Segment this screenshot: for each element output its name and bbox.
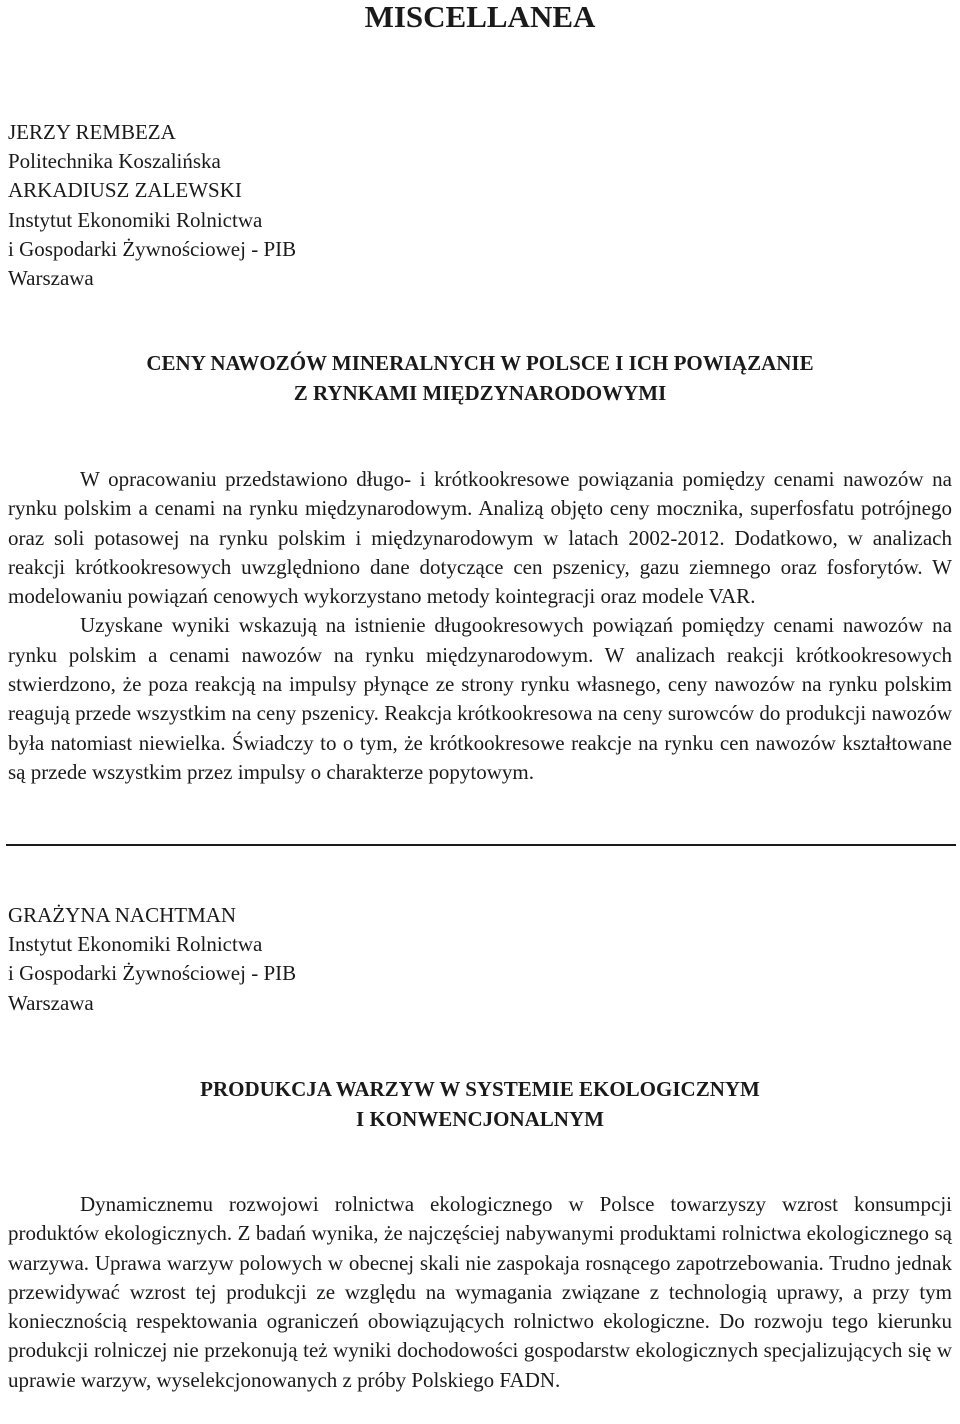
- section-divider: [6, 844, 956, 846]
- author-name: GRAŻYNA NACHTMAN: [8, 903, 237, 927]
- institution-line: i Gospodarki Żywnościowej - PIB: [8, 961, 297, 986]
- author-name: JERZY REMBEZA: [8, 120, 176, 144]
- section-heading: MISCELLANEA: [364, 0, 596, 34]
- article-1-abstract: [8, 465, 952, 787]
- title-line: Z RYNKAMI MIĘDZYNARODOWYMI: [293, 381, 667, 405]
- article-2-title: [0, 1074, 960, 1134]
- article-1-title: [0, 348, 960, 408]
- abstract-paragraph: Dynamicznemu rozwojowi rolnictwa ekologicznego w Polsce towarzyszy wzrost konsumpcji produktów ekologicznych. Z badań wynika, że najczęściej nabywanymi produktami rolnictwa ekologicznego są warzywa. Uprawa warzyw polowych w obecnej skali nie zaspokaja rosnącego zapotrzebowania. Trudno jednak przewidywać wzrost tej produkcji ze względu na wymagania związane z technologią uprawy, a przy tym koniecznością respektowania ograniczeń obowiązujących rolnictwo ekologiczne. Do rozwoju tego kierunku produkcji rolniczej nie przekonują też wyniki dochodowości gospodarstw ekologicznych specjalizujących się w uprawie warzyw, wyselekcjonowanych z próby Polskiego FADN.: [8, 1192, 952, 1392]
- author-name: ARKADIUSZ ZALEWSKI: [8, 178, 242, 203]
- institution-line: Instytut Ekonomiki Rolnictwa: [8, 207, 263, 232]
- title-line: CENY NAWOZÓW MINERALNYCH W POLSCE I ICH POWIĄZANIE: [146, 351, 814, 375]
- institution-line: Politechnika Koszalińska: [8, 149, 221, 174]
- abstract-paragraph: Uzyskane wyniki wskazują na istnienie długookresowych powiązań pomiędzy cenami nawozów na rynku polskim a cenami nawozów na rynku międzynarodowym. W analizach reakcji krótkookresowych stwierdzono, że poza reakcją na impulsy płynące ze strony rynku własnego, ceny nawozów na rynku polskim reagują przede wszystkim na ceny pszenicy. Reakcja krótkookresowa na ceny surowców do produkcji nawozów była natomiast niewielka. Świadczy to o tym, że krótkookresowe reakcje na rynku cen nawozów kształtowane są przede wszystkim przez impulsy o charakterze popytowym.: [8, 613, 952, 784]
- city-line: Warszawa: [8, 266, 94, 291]
- city-line: Warszawa: [8, 990, 94, 1015]
- article-2-abstract: [8, 1190, 952, 1395]
- abstract-paragraph: W opracowaniu przedstawiono długo- i krótkookresowe powiązania pomiędzy cenami nawozów na rynku polskim a cenami na rynku międzynarodowym. Analizą objęto ceny mocznika, superfosfatu potrójnego oraz soli potasowej na rynku polskim i międzynarodowym w latach 2002-2012. Dodatkowo, w analizach reakcji krótkookresowych uwzględniono dane dotyczące cen pszenicy, gazu ziemnego oraz fosforytów. W modelowaniu powiązań cenowych wykorzystano metody kointegracji oraz modele VAR.: [8, 467, 952, 609]
- article-2-affiliation: [8, 901, 908, 1018]
- article-1-affiliation: [8, 118, 908, 293]
- institution-line: Instytut Ekonomiki Rolnictwa: [8, 932, 263, 957]
- title-line: PRODUKCJA WARZYW W SYSTEMIE EKOLOGICZNYM: [200, 1077, 760, 1101]
- title-line: I KONWENCJONALNYM: [356, 1107, 604, 1131]
- institution-line: i Gospodarki Żywnościowej - PIB: [8, 236, 297, 261]
